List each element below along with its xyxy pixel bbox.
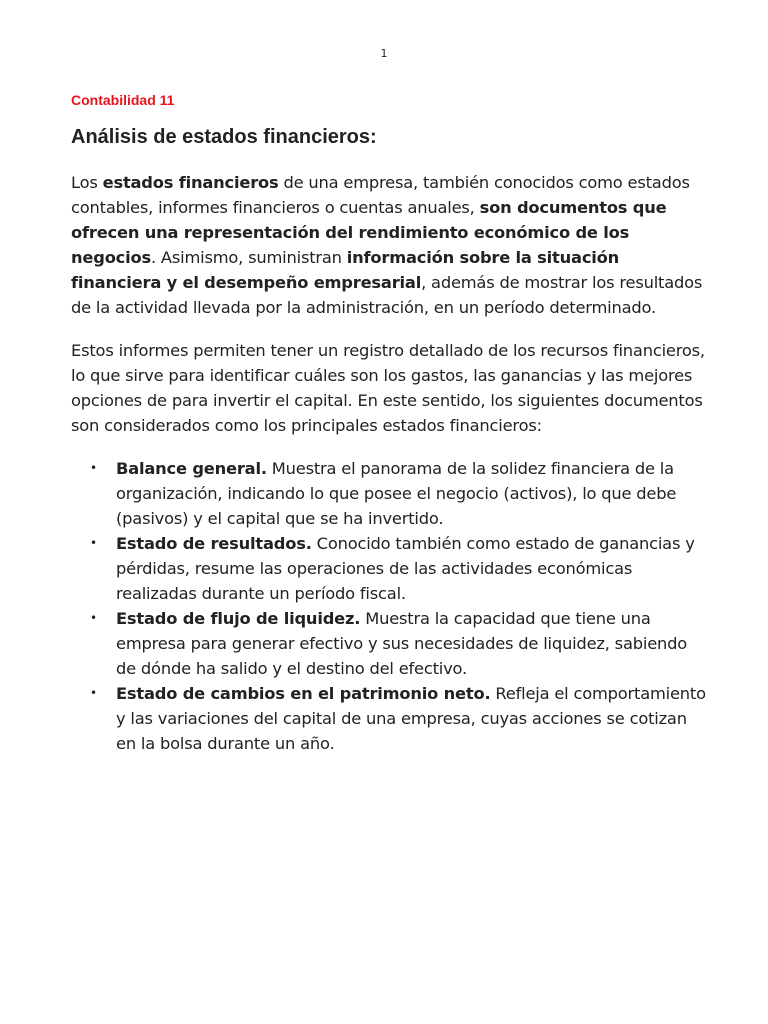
intro-bold-text: información sobre la situación financiera y el desempeño empresarial [71,248,620,292]
intro-bold-text: son documentos que ofrecen una representación del rendimiento económico de los negocios [71,198,667,267]
bullet-icon: • [90,686,97,700]
list-item [71,606,711,681]
reports-paragraph: Estos informes permiten tener un registro detallado de los recursos financieros, lo que sirve para identificar cuáles son los gastos, las ganancias y las mejores opciones de para invertir el capital. En este sentido, los siguientes documentos son considerados como los principales estados financieros: [71,341,705,435]
list-item-description: Conocido también como estado de ganancias y pérdidas, resume las operaciones de las actividades económicas realizadas durante un período fiscal. [116,534,695,603]
bullet-icon: • [90,536,97,550]
intro-text: de una empresa, también conocidos como estados contables, informes financieros o cuentas anuales, [71,173,690,217]
list-item-term: Estado de resultados. [116,534,312,553]
list-item-description: Muestra la capacidad que tiene una empresa para generar efectivo y sus necesidades de liquidez, sabiendo de dónde ha salido y el destino del efectivo. [116,609,688,678]
intro-text: , además de mostrar los resultados de la actividad llevada por la administración, en un período determinado. [71,273,703,317]
page-number: 1 [380,47,388,60]
list-item-description: Muestra el panorama de la solidez financiera de la organización, indicando lo que posee el negocio (activos), lo que debe (pasivos) y el capital que se ha invertido. [116,459,677,528]
financial-statements-list [71,456,711,756]
course-label: Contabilidad 11 [71,92,175,108]
intro-text: . Asimismo, suministran [150,248,347,267]
list-item [71,456,711,531]
document-title: Análisis de estados financieros: [71,126,377,148]
intro-text: Los [71,173,103,192]
list-item [71,531,711,606]
list-item-term: Estado de cambios en el patrimonio neto. [116,684,491,703]
list-item [71,681,711,756]
list-item-term: Balance general. [116,459,267,478]
intro-paragraph [71,170,711,320]
document-body [71,170,711,756]
list-item-description: Refleja el comportamiento y las variaciones del capital de una empresa, cuyas acciones se cotizan en la bolsa durante un año. [116,684,706,753]
bullet-icon: • [90,611,97,625]
list-item-term: Estado de flujo de liquidez. [116,609,361,628]
intro-bold-text: estados financieros [102,173,279,192]
bullet-icon: • [90,461,97,475]
